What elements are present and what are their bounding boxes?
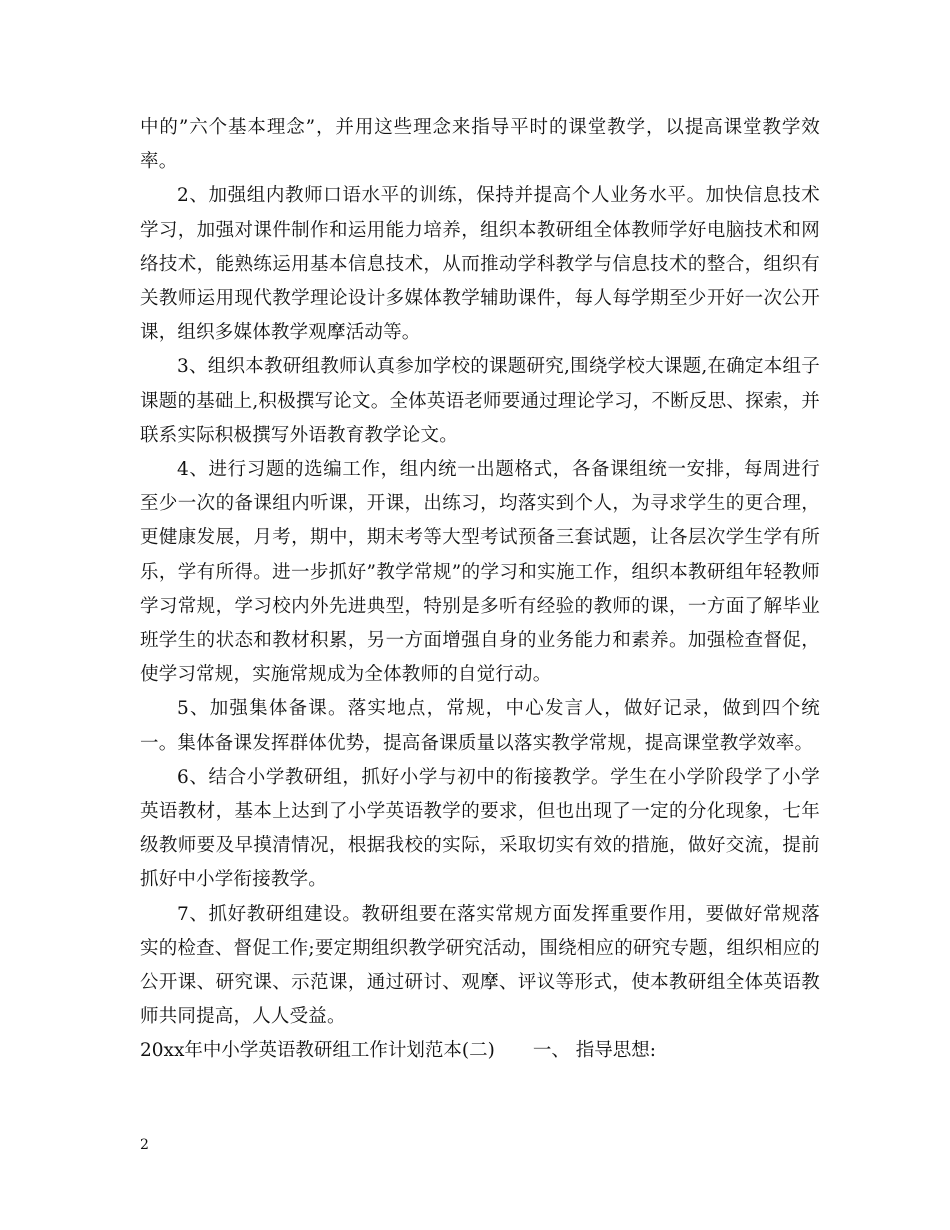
paragraph-7: 7、抓好教研组建设。教研组要在落实常规方面发挥重要作用，要做好常规落实的检查、督促工作;要定期组织教学研究活动，围绕相应的研究专题，组织相应的公开课、研究课、示范课，通过研讨、观摩、评议等形式，使本教研组全体英语教师共同提高，人人受益。	[140, 903, 820, 1028]
paragraph-1: 中的”六个基本理念”，并用这些理念来指导平时的课堂教学，以提高课堂教学效率。	[140, 117, 820, 173]
page-number: 2	[140, 1137, 149, 1153]
next-section-heading	[140, 1034, 820, 1068]
next-document-title: 20xx年中小学英语教研组工作计划范本(二)	[140, 1040, 495, 1062]
paragraph-6: 6、结合小学教研组，抓好小学与初中的衔接教学。学生在小学阶段学了小学英语教材，基本上达到了小学英语教学的要求，但也出现了一定的分化现象，七年级教师要及早摸清情况，根据我校的实际，采取切实有效的措施，做好交流，提前抓好中小学衔接教学。	[140, 766, 820, 891]
paragraph-3: 3、组织本教研组教师认真参加学校的课题研究,围绕学校大课题,在确定本组子课题的基础上,积极撰写论文。全体英语老师要通过理论学习，不断反思、探索，并联系实际积极撰写外语教育教学论文。	[140, 356, 820, 446]
paragraph-5: 5、加强集体备课。落实地点，常规，中心发言人，做好记录，做到四个统一。集体备课发挥群体优势，提高备课质量以落实教学常规，提高课堂教学效率。	[140, 698, 820, 754]
section-heading-guiding-ideology: 一、 指导思想:	[532, 1040, 656, 1062]
paragraph-2: 2、加强组内教师口语水平的训练，保持并提高个人业务水平。加快信息技术学习，加强对课件制作和运用能力培养，组织本教研组全体教师学好电脑技术和网络技术，能熟练运用基本信息技术，从而推动学科教学与信息技术的整合，组织有关教师运用现代教学理论设计多媒体教学辅助课件，每人每学期至少开好一次公开课，组织多媒体教学观摩活动等。	[140, 185, 820, 344]
document-body	[140, 111, 820, 1069]
paragraph-4: 4、进行习题的选编工作，组内统一出题格式，各备课组统一安排，每周进行至少一次的备课组内听课，开课，出练习，均落实到个人，为寻求学生的更合理，更健康发展，月考，期中，期末考等大型考试预备三套试题，让各层次学生学有所乐，学有所得。进一步抓好”教学常规”的学习和实施工作，组织本教研组年轻教师学习常规，学习校内外先进典型，特别是多听有经验的教师的课，一方面了解毕业班学生的状态和教材积累，另一方面增强自身的业务能力和素养。加强检查督促，使学习常规，实施常规成为全体教师的自觉行动。	[140, 459, 820, 686]
